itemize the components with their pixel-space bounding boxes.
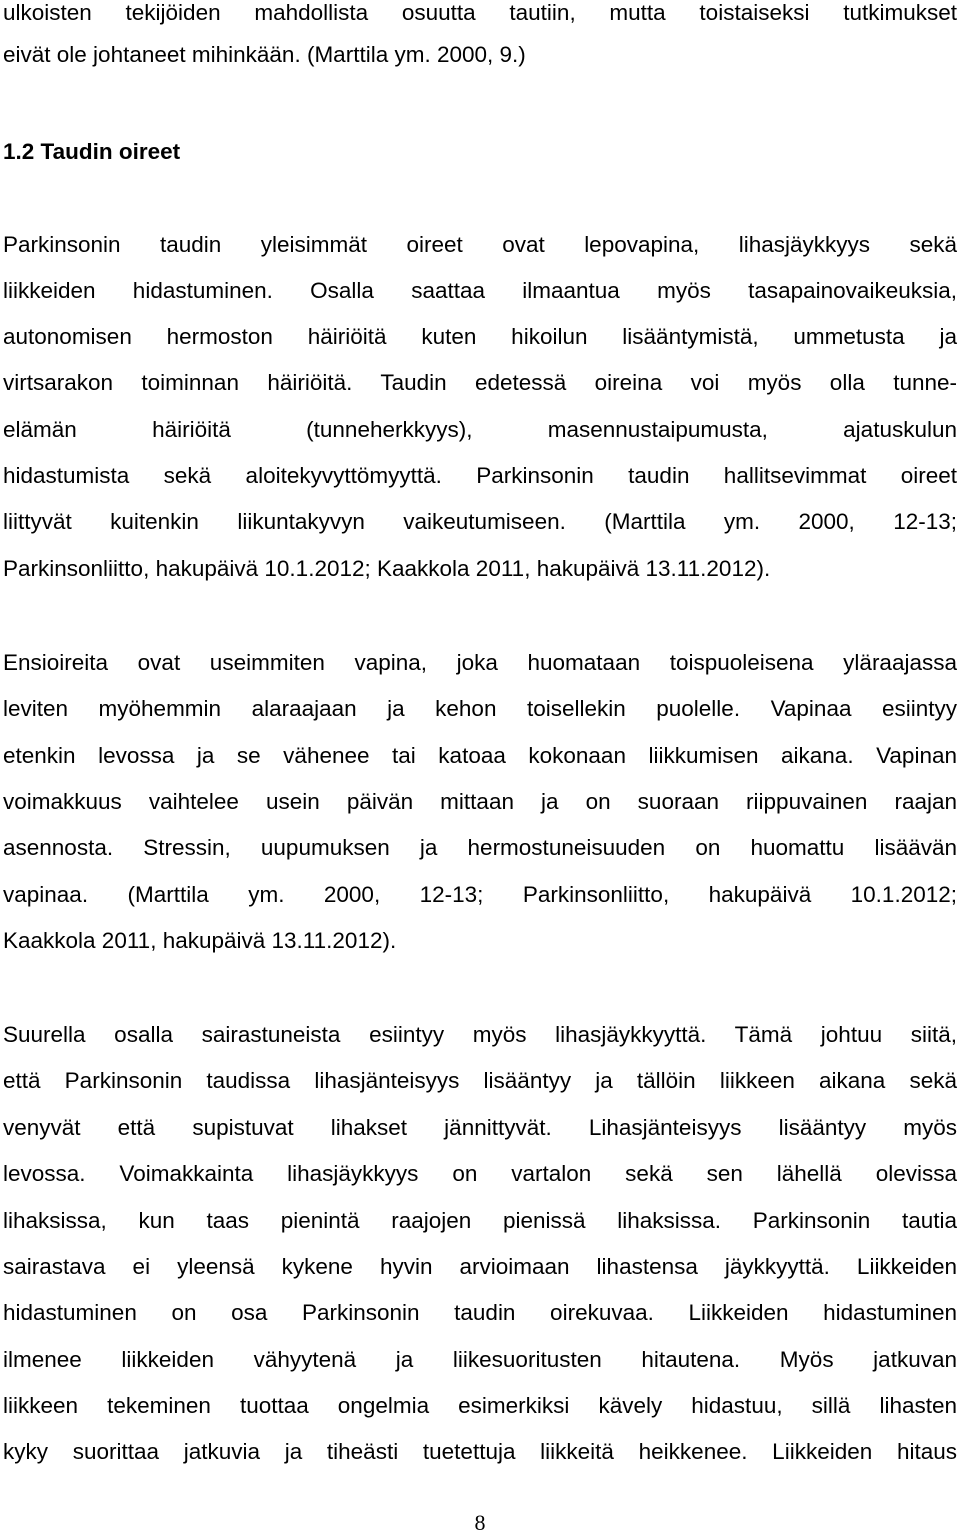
body-text-line: sairastava ei yleensä kykene hyvin arvioimaan lihastensa jäykkyyttä. Liikkeiden (3, 1254, 957, 1279)
body-text-line: vapinaa. (Marttila ym. 2000, 12-13; Parkinsonliitto, hakupäivä 10.1.2012; (3, 882, 957, 907)
body-text-line: Parkinsonliitto, hakupäivä 10.1.2012; Kaakkola 2011, hakupäivä 13.11.2012). (3, 556, 771, 581)
body-text-line: hidastumista sekä aloitekyvyttömyyttä. Parkinsonin taudin hallitsevimmat oireet (3, 463, 957, 488)
body-text-line: autonomisen hermoston häiriöitä kuten hikoilun lisääntymistä, ummetusta ja (3, 324, 957, 349)
body-text-line: liittyvät kuitenkin liikuntakyvyn vaikeutumiseen. (Marttila ym. 2000, 12-13; (3, 509, 957, 534)
body-text-line: Suurella osalla sairastuneista esiintyy myös lihasjäykkyyttä. Tämä johtuu siitä, (3, 1022, 957, 1047)
page-number: 8 (474, 1510, 486, 1535)
body-text-line: Ensioireita ovat useimmiten vapina, joka huomataan toispuoleisena yläraajassa (3, 650, 957, 675)
body-text-line: hidastuminen on osa Parkinsonin taudin oirekuvaa. Liikkeiden hidastuminen (3, 1300, 957, 1325)
body-text-line: asennosta. Stressin, uupumuksen ja hermostuneisuuden on huomattu lisäävän (3, 835, 957, 860)
body-text-line: ilmenee liikkeiden vähyytenä ja liikesuoritusten hitautena. Myös jatkuvan (3, 1347, 957, 1372)
body-text-line: voimakkuus vaihtelee usein päivän mittaan ja on suoraan riippuvainen raajan (3, 789, 957, 814)
body-text-line: leviten myöhemmin alaraajaan ja kehon toisellekin puolelle. Vapinaa esiintyy (3, 696, 957, 721)
body-text-line: liikkeen tekeminen tuottaa ongelmia esimerkiksi kävely hidastuu, sillä lihasten (3, 1393, 957, 1418)
body-text-line: Parkinsonin taudin yleisimmät oireet ovat lepovapina, lihasjäykkyys sekä (3, 232, 957, 257)
body-text-line: virtsarakon toiminnan häiriöitä. Taudin edetessä oireina voi myös olla tunne- (3, 370, 957, 395)
body-text-line: liikkeiden hidastuminen. Osalla saattaa ilmaantua myös tasapainovaikeuksia, (3, 278, 957, 303)
body-text-line: venyvät että supistuvat lihakset jännittyvät. Lihasjänteisyys lisääntyy myös (3, 1115, 957, 1140)
section-heading: 1.2 Taudin oireet (3, 139, 181, 164)
body-text-line: kyky suorittaa jatkuvia ja tiheästi tuetettuja liikkeitä heikkenee. Liikkeiden hitaus (3, 1439, 957, 1464)
body-text-line: levossa. Voimakkainta lihasjäykkyys on vartalon sekä sen lähellä olevissa (3, 1161, 957, 1186)
body-text-line: lihaksissa, kun taas pienintä raajojen pienissä lihaksissa. Parkinsonin tautia (3, 1208, 957, 1233)
body-text-line: elämän häiriöitä (tunneherkkyys), masennustaipumusta, ajatuskulun (3, 417, 957, 442)
body-text-line: Kaakkola 2011, hakupäivä 13.11.2012). (3, 928, 397, 953)
body-text-line: eivät ole johtaneet mihinkään. (Marttila ym. 2000, 9.) (3, 42, 526, 67)
body-text-line: että Parkinsonin taudissa lihasjänteisyys lisääntyy ja tällöin liikkeen aikana sekä (3, 1068, 957, 1093)
body-text-line: etenkin levossa ja se vähenee tai katoaa kokonaan liikkumisen aikana. Vapinan (3, 743, 957, 768)
body-text-line: ulkoisten tekijöiden mahdollista osuutta tautiin, mutta toistaiseksi tutkimukset (3, 0, 957, 25)
